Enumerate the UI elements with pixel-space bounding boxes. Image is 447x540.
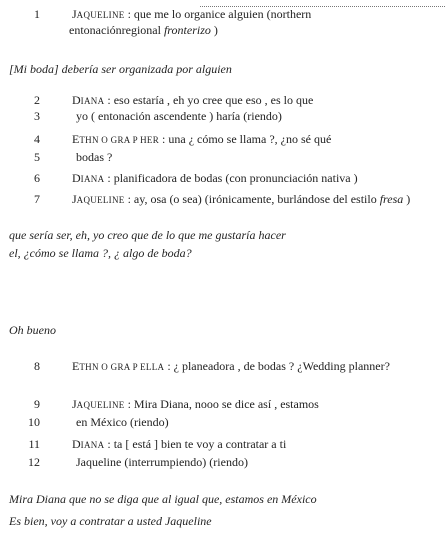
turn-3: yo ( entonación ascendente ) haría (riendo)	[76, 109, 282, 123]
turn-text: : eso estaría , eh yo cree que eso , es lo que	[107, 93, 314, 107]
line-number-8: 8	[34, 359, 40, 373]
continuation-end: )	[210, 23, 218, 37]
gloss-4b: Es bien, voy a contratar a usted Jaqueline	[9, 514, 212, 528]
turn-text: : ay, osa (o sea) (irónicamente, burlándose del estilo	[127, 192, 380, 206]
turn-text: : ¿ planeadora , de bodas ? ¿Wedding planner?	[167, 359, 390, 373]
line-number-2: 2	[34, 93, 40, 107]
speaker-rest: THN O GRA P HER	[79, 135, 160, 145]
speaker-initial: D	[72, 437, 81, 451]
gloss-4a: Mira Diana que no se diga que al igual que, estamos en México	[9, 492, 317, 506]
line-number-7: 7	[34, 192, 40, 206]
turn-2	[72, 93, 313, 109]
gloss-2b: el, ¿cómo se llama ?, ¿ algo de boda?	[9, 246, 192, 260]
speaker-initial: J	[72, 192, 77, 206]
speaker-rest: AQUELINE	[76, 195, 125, 205]
turn-9	[72, 397, 319, 413]
turn-text: : Mira Diana, nooo se dice así , estamos	[127, 397, 319, 411]
speaker-initial: J	[72, 7, 77, 21]
speaker-rest: IANA	[80, 174, 105, 184]
line-number-6: 6	[34, 171, 40, 185]
turn-12: Jaqueline (interrumpiendo) (riendo)	[76, 455, 248, 469]
continuation-italic: fronterizo	[163, 23, 211, 37]
speaker-initial: E	[72, 132, 80, 146]
speaker-initial: E	[72, 359, 80, 373]
turn-text-italic: fresa	[379, 192, 404, 206]
gloss-2a: que sería ser, eh, yo creo que de lo que me gustaría hacer	[9, 228, 286, 242]
turn-1	[72, 7, 311, 23]
speaker-rest: IANA	[80, 440, 105, 450]
speaker-initial: D	[72, 93, 81, 107]
gloss-3: Oh bueno	[9, 323, 56, 337]
turn-text: : una ¿ cómo se llama ?, ¿no sé qué	[162, 132, 332, 146]
turn-10: en México (riendo)	[76, 415, 169, 429]
line-number-12: 12	[28, 455, 40, 469]
speaker-rest: AQUELINE	[76, 10, 125, 20]
turn-5: bodas ?	[76, 150, 113, 164]
line-number-3: 3	[34, 109, 40, 123]
turn-text-end: )	[403, 192, 411, 206]
gloss-1: [Mi boda] debería ser organizada por alguien	[9, 62, 232, 76]
continuation-text: entonaciónregional	[69, 23, 164, 37]
turn-text: : planificadora de bodas (con pronunciación nativa )	[107, 171, 358, 185]
turn-1-continuation	[69, 23, 218, 38]
line-number-5: 5	[34, 150, 40, 164]
turn-4	[72, 132, 331, 148]
turn-11	[72, 437, 286, 453]
line-number-10: 10	[28, 415, 40, 429]
turn-text: : ta [ está ] bien te voy a contratar a ti	[107, 437, 287, 451]
turn-text: : que me lo organice alguien (northern	[127, 7, 312, 21]
speaker-rest: THN O GRA P ELLA	[79, 362, 165, 372]
speaker-initial: J	[72, 397, 77, 411]
speaker-rest: AQUELINE	[76, 400, 125, 410]
turn-8	[72, 359, 390, 375]
speaker-initial: D	[72, 171, 81, 185]
line-number-9: 9	[34, 397, 40, 411]
line-number-11: 11	[28, 437, 40, 451]
speaker-rest: IANA	[80, 96, 105, 106]
turn-6	[72, 171, 358, 187]
line-number-1: 1	[34, 7, 40, 21]
line-number-4: 4	[34, 132, 40, 146]
turn-7	[72, 192, 410, 208]
